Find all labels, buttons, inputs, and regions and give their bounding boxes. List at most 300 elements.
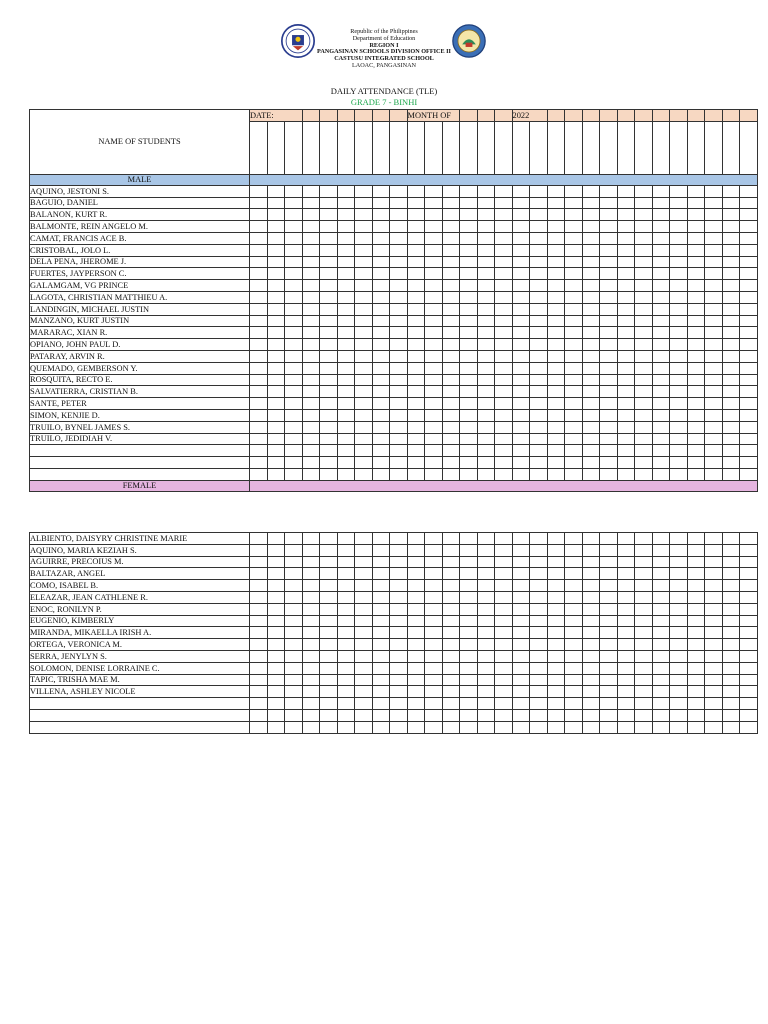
attendance-cell	[250, 303, 268, 315]
attendance-cell	[687, 244, 705, 256]
attendance-cell	[530, 398, 548, 410]
attendance-cell	[285, 386, 303, 398]
attendance-cell	[670, 268, 688, 280]
attendance-cell	[670, 686, 688, 698]
attendance-cell	[512, 232, 530, 244]
attendance-cell	[285, 256, 303, 268]
attendance-cell	[705, 185, 723, 197]
attendance-cell	[250, 386, 268, 398]
attendance-cell	[267, 457, 285, 469]
attendance-cell	[652, 603, 670, 615]
attendance-cell	[582, 533, 600, 545]
attendance-cell	[267, 421, 285, 433]
attendance-cell	[407, 639, 425, 651]
attendance-cell	[477, 232, 495, 244]
attendance-cell	[600, 615, 618, 627]
attendance-cell	[442, 398, 460, 410]
attendance-cell	[442, 627, 460, 639]
attendance-cell	[302, 386, 320, 398]
attendance-cell	[635, 268, 653, 280]
attendance-cell	[460, 457, 478, 469]
attendance-cell	[320, 268, 338, 280]
attendance-cell	[495, 457, 513, 469]
attendance-cell	[512, 662, 530, 674]
attendance-cell	[425, 603, 443, 615]
header-cell	[390, 110, 408, 122]
attendance-cell	[320, 121, 338, 174]
student-row	[30, 280, 758, 292]
attendance-cell	[740, 445, 758, 457]
attendance-cell	[547, 457, 565, 469]
student-name: TRUILO, JEDIDIAH V.	[30, 433, 250, 445]
attendance-cell	[407, 221, 425, 233]
attendance-cell	[687, 674, 705, 686]
attendance-cell	[407, 544, 425, 556]
attendance-cell	[740, 627, 758, 639]
attendance-cell	[530, 303, 548, 315]
attendance-cell	[722, 303, 740, 315]
attendance-cell	[512, 615, 530, 627]
header-line: CASTUSU INTEGRATED SCHOOL	[334, 55, 434, 63]
attendance-cell	[250, 615, 268, 627]
attendance-cell	[617, 386, 635, 398]
attendance-cell	[740, 457, 758, 469]
attendance-cell	[617, 709, 635, 721]
attendance-cell	[355, 185, 373, 197]
attendance-cell	[460, 350, 478, 362]
name-of-students-header: NAME OF STUDENTS	[30, 110, 250, 175]
attendance-cell	[740, 698, 758, 710]
attendance-cell	[390, 650, 408, 662]
attendance-cell	[460, 409, 478, 421]
attendance-cell	[635, 303, 653, 315]
attendance-cell	[407, 280, 425, 292]
attendance-cell	[722, 615, 740, 627]
attendance-cell	[495, 409, 513, 421]
attendance-cell	[355, 709, 373, 721]
attendance-cell	[687, 121, 705, 174]
attendance-cell	[600, 244, 618, 256]
attendance-cell	[442, 686, 460, 698]
attendance-cell	[740, 421, 758, 433]
attendance-cell	[565, 268, 583, 280]
attendance-cell	[460, 244, 478, 256]
student-name: VILLENA, ASHLEY NICOLE	[30, 686, 250, 698]
attendance-cell	[425, 268, 443, 280]
attendance-cell	[425, 445, 443, 457]
attendance-cell	[652, 185, 670, 197]
attendance-cell	[670, 398, 688, 410]
month-label: MONTH OF	[407, 110, 460, 122]
attendance-cell	[705, 556, 723, 568]
attendance-cell	[600, 232, 618, 244]
attendance-cell	[460, 433, 478, 445]
attendance-cell	[670, 291, 688, 303]
attendance-cell	[442, 221, 460, 233]
attendance-cell	[652, 398, 670, 410]
attendance-cell	[617, 433, 635, 445]
attendance-cell	[530, 386, 548, 398]
attendance-cell	[320, 457, 338, 469]
attendance-cell	[705, 533, 723, 545]
attendance-cell	[582, 386, 600, 398]
attendance-cell	[477, 433, 495, 445]
attendance-cell	[670, 721, 688, 733]
attendance-cell	[740, 121, 758, 174]
attendance-cell	[425, 280, 443, 292]
attendance-cell	[565, 686, 583, 698]
attendance-cell	[565, 615, 583, 627]
attendance-cell	[285, 568, 303, 580]
attendance-cell	[495, 603, 513, 615]
attendance-cell	[705, 686, 723, 698]
attendance-cell	[617, 544, 635, 556]
attendance-cell	[617, 256, 635, 268]
attendance-cell	[355, 433, 373, 445]
attendance-cell	[530, 639, 548, 651]
attendance-cell	[267, 256, 285, 268]
attendance-cell	[635, 568, 653, 580]
attendance-cell	[372, 698, 390, 710]
attendance-cell	[705, 468, 723, 480]
attendance-cell	[372, 568, 390, 580]
attendance-cell	[285, 374, 303, 386]
attendance-cell	[390, 398, 408, 410]
attendance-cell	[722, 650, 740, 662]
attendance-cell	[425, 244, 443, 256]
attendance-cell	[477, 556, 495, 568]
attendance-cell	[652, 291, 670, 303]
header-cell	[337, 110, 355, 122]
attendance-cell	[705, 374, 723, 386]
attendance-cell	[425, 639, 443, 651]
attendance-cell	[250, 533, 268, 545]
attendance-cell	[652, 421, 670, 433]
attendance-cell	[302, 315, 320, 327]
attendance-cell	[530, 568, 548, 580]
attendance-cell	[600, 350, 618, 362]
attendance-cell	[337, 468, 355, 480]
attendance-cell	[302, 421, 320, 433]
attendance-cell	[267, 386, 285, 398]
attendance-cell	[267, 280, 285, 292]
attendance-cell	[320, 303, 338, 315]
attendance-cell	[285, 185, 303, 197]
attendance-cell	[390, 268, 408, 280]
attendance-cell	[477, 268, 495, 280]
attendance-cell	[320, 197, 338, 209]
attendance-cell	[530, 433, 548, 445]
attendance-cell	[512, 327, 530, 339]
attendance-cell	[582, 556, 600, 568]
attendance-cell	[355, 350, 373, 362]
attendance-cell	[285, 339, 303, 351]
attendance-cell	[635, 315, 653, 327]
student-row	[30, 185, 758, 197]
attendance-cell	[390, 544, 408, 556]
attendance-cell	[565, 121, 583, 174]
attendance-cell	[355, 468, 373, 480]
attendance-cell	[740, 533, 758, 545]
student-row	[30, 650, 758, 662]
attendance-cell	[617, 457, 635, 469]
attendance-cell	[372, 398, 390, 410]
attendance-cell	[267, 339, 285, 351]
attendance-cell	[652, 445, 670, 457]
attendance-cell	[530, 721, 548, 733]
attendance-cell	[582, 244, 600, 256]
attendance-cell	[687, 445, 705, 457]
attendance-cell	[407, 121, 425, 174]
attendance-cell	[740, 221, 758, 233]
student-row	[30, 244, 758, 256]
attendance-cell	[250, 457, 268, 469]
attendance-cell	[495, 433, 513, 445]
attendance-cell	[652, 709, 670, 721]
attendance-cell	[372, 374, 390, 386]
attendance-cell	[512, 398, 530, 410]
attendance-cell	[512, 709, 530, 721]
attendance-cell	[722, 374, 740, 386]
attendance-cell	[635, 457, 653, 469]
attendance-cell	[687, 268, 705, 280]
attendance-cell	[407, 398, 425, 410]
student-name: ORTEGA, VERONICA M.	[30, 639, 250, 651]
attendance-cell	[617, 350, 635, 362]
attendance-cell	[477, 591, 495, 603]
header-line: PANGASINAN SCHOOLS DIVISION OFFICE II	[317, 48, 451, 56]
attendance-cell	[320, 650, 338, 662]
attendance-cell	[460, 650, 478, 662]
attendance-cell	[617, 374, 635, 386]
student-name: TAPIC, TRISHA MAE M.	[30, 674, 250, 686]
attendance-cell	[495, 362, 513, 374]
attendance-cell	[355, 533, 373, 545]
attendance-cell	[477, 315, 495, 327]
attendance-cell	[337, 662, 355, 674]
attendance-cell	[372, 662, 390, 674]
attendance-cell	[635, 709, 653, 721]
attendance-cell	[355, 591, 373, 603]
attendance-cell	[687, 232, 705, 244]
attendance-cell	[355, 291, 373, 303]
attendance-cell	[617, 603, 635, 615]
attendance-cell	[547, 398, 565, 410]
attendance-cell	[600, 268, 618, 280]
attendance-cell	[302, 350, 320, 362]
attendance-cell	[495, 291, 513, 303]
student-row	[30, 580, 758, 592]
student-name: BALMONTE, REIN ANGELO M.	[30, 221, 250, 233]
attendance-cell	[530, 533, 548, 545]
attendance-cell	[687, 686, 705, 698]
attendance-cell	[722, 244, 740, 256]
attendance-cell	[302, 433, 320, 445]
attendance-cell	[407, 674, 425, 686]
student-name: BAGUIO, DANIEL	[30, 197, 250, 209]
attendance-cell	[565, 244, 583, 256]
attendance-cell	[635, 544, 653, 556]
attendance-cell	[425, 374, 443, 386]
attendance-cell	[582, 280, 600, 292]
attendance-cell	[565, 398, 583, 410]
attendance-cell	[582, 544, 600, 556]
student-name	[30, 698, 250, 710]
attendance-cell	[705, 650, 723, 662]
attendance-cell	[687, 374, 705, 386]
attendance-cell	[250, 280, 268, 292]
attendance-cell	[600, 374, 618, 386]
attendance-cell	[705, 627, 723, 639]
student-row	[30, 291, 758, 303]
attendance-cell	[722, 698, 740, 710]
attendance-cell	[740, 291, 758, 303]
attendance-cell	[565, 362, 583, 374]
attendance-cell	[285, 362, 303, 374]
student-row	[30, 533, 758, 545]
attendance-cell	[477, 121, 495, 174]
attendance-cell	[600, 533, 618, 545]
header-cell	[355, 110, 373, 122]
attendance-cell	[512, 280, 530, 292]
attendance-cell	[460, 662, 478, 674]
attendance-cell	[460, 639, 478, 651]
year-label: 2022	[512, 110, 547, 122]
attendance-cell	[670, 350, 688, 362]
attendance-cell	[547, 197, 565, 209]
student-name: SALVATIERRA, CRISTIAN B.	[30, 386, 250, 398]
attendance-cell	[670, 615, 688, 627]
attendance-cell	[390, 185, 408, 197]
attendance-cell	[407, 533, 425, 545]
attendance-cell	[407, 268, 425, 280]
attendance-cell	[635, 362, 653, 374]
attendance-cell	[617, 615, 635, 627]
attendance-cell	[302, 209, 320, 221]
header-cell	[477, 110, 495, 122]
attendance-cell	[250, 350, 268, 362]
attendance-cell	[407, 580, 425, 592]
attendance-cell	[442, 698, 460, 710]
attendance-cell	[320, 350, 338, 362]
attendance-cell	[635, 686, 653, 698]
attendance-cell	[635, 121, 653, 174]
attendance-cell	[407, 303, 425, 315]
attendance-cell	[442, 362, 460, 374]
attendance-cell	[390, 603, 408, 615]
attendance-cell	[582, 197, 600, 209]
attendance-cell	[512, 533, 530, 545]
attendance-cell	[582, 327, 600, 339]
attendance-cell	[267, 698, 285, 710]
attendance-cell	[425, 421, 443, 433]
attendance-cell	[425, 627, 443, 639]
attendance-cell	[547, 303, 565, 315]
attendance-cell	[652, 615, 670, 627]
attendance-cell	[425, 533, 443, 545]
attendance-cell	[355, 121, 373, 174]
attendance-cell	[705, 291, 723, 303]
attendance-cell	[407, 468, 425, 480]
attendance-cell	[722, 433, 740, 445]
attendance-cell	[460, 568, 478, 580]
attendance-cell	[652, 674, 670, 686]
attendance-cell	[337, 457, 355, 469]
attendance-cell	[320, 721, 338, 733]
attendance-cell	[285, 627, 303, 639]
attendance-cell	[705, 303, 723, 315]
attendance-cell	[442, 303, 460, 315]
attendance-cell	[390, 674, 408, 686]
attendance-cell	[617, 362, 635, 374]
attendance-cell	[547, 709, 565, 721]
attendance-cell	[740, 556, 758, 568]
attendance-cell	[617, 244, 635, 256]
attendance-cell	[740, 268, 758, 280]
attendance-cell	[670, 409, 688, 421]
attendance-cell	[652, 244, 670, 256]
attendance-cell	[442, 580, 460, 592]
attendance-cell	[582, 674, 600, 686]
attendance-cell	[372, 232, 390, 244]
attendance-cell	[512, 209, 530, 221]
attendance-cell	[512, 185, 530, 197]
student-name: CAMAT, FRANCIS ACE B.	[30, 232, 250, 244]
header-text-block	[300, 29, 468, 70]
attendance-cell	[460, 303, 478, 315]
attendance-cell	[267, 327, 285, 339]
attendance-cell	[337, 709, 355, 721]
attendance-cell	[407, 686, 425, 698]
attendance-cell	[250, 315, 268, 327]
attendance-cell	[670, 468, 688, 480]
student-name	[30, 457, 250, 469]
student-row	[30, 327, 758, 339]
attendance-cell	[285, 327, 303, 339]
attendance-cell	[250, 398, 268, 410]
attendance-cell	[600, 568, 618, 580]
attendance-cell	[670, 580, 688, 592]
attendance-cell	[442, 268, 460, 280]
attendance-cell	[477, 280, 495, 292]
attendance-cell	[267, 580, 285, 592]
attendance-cell	[302, 398, 320, 410]
attendance-cell	[407, 433, 425, 445]
attendance-cell	[547, 544, 565, 556]
attendance-cell	[320, 445, 338, 457]
attendance-cell	[407, 698, 425, 710]
student-row	[30, 421, 758, 433]
attendance-cell	[670, 221, 688, 233]
attendance-cell	[582, 639, 600, 651]
attendance-cell	[495, 580, 513, 592]
attendance-cell	[250, 698, 268, 710]
attendance-cell	[652, 362, 670, 374]
attendance-cell	[425, 457, 443, 469]
attendance-cell	[565, 580, 583, 592]
attendance-cell	[285, 303, 303, 315]
attendance-cell	[670, 209, 688, 221]
attendance-cell	[355, 374, 373, 386]
attendance-cell	[320, 603, 338, 615]
attendance-cell	[337, 350, 355, 362]
attendance-cell	[495, 398, 513, 410]
attendance-cell	[355, 256, 373, 268]
attendance-cell	[302, 674, 320, 686]
attendance-cell	[250, 291, 268, 303]
attendance-cell	[705, 386, 723, 398]
attendance-cell	[267, 291, 285, 303]
